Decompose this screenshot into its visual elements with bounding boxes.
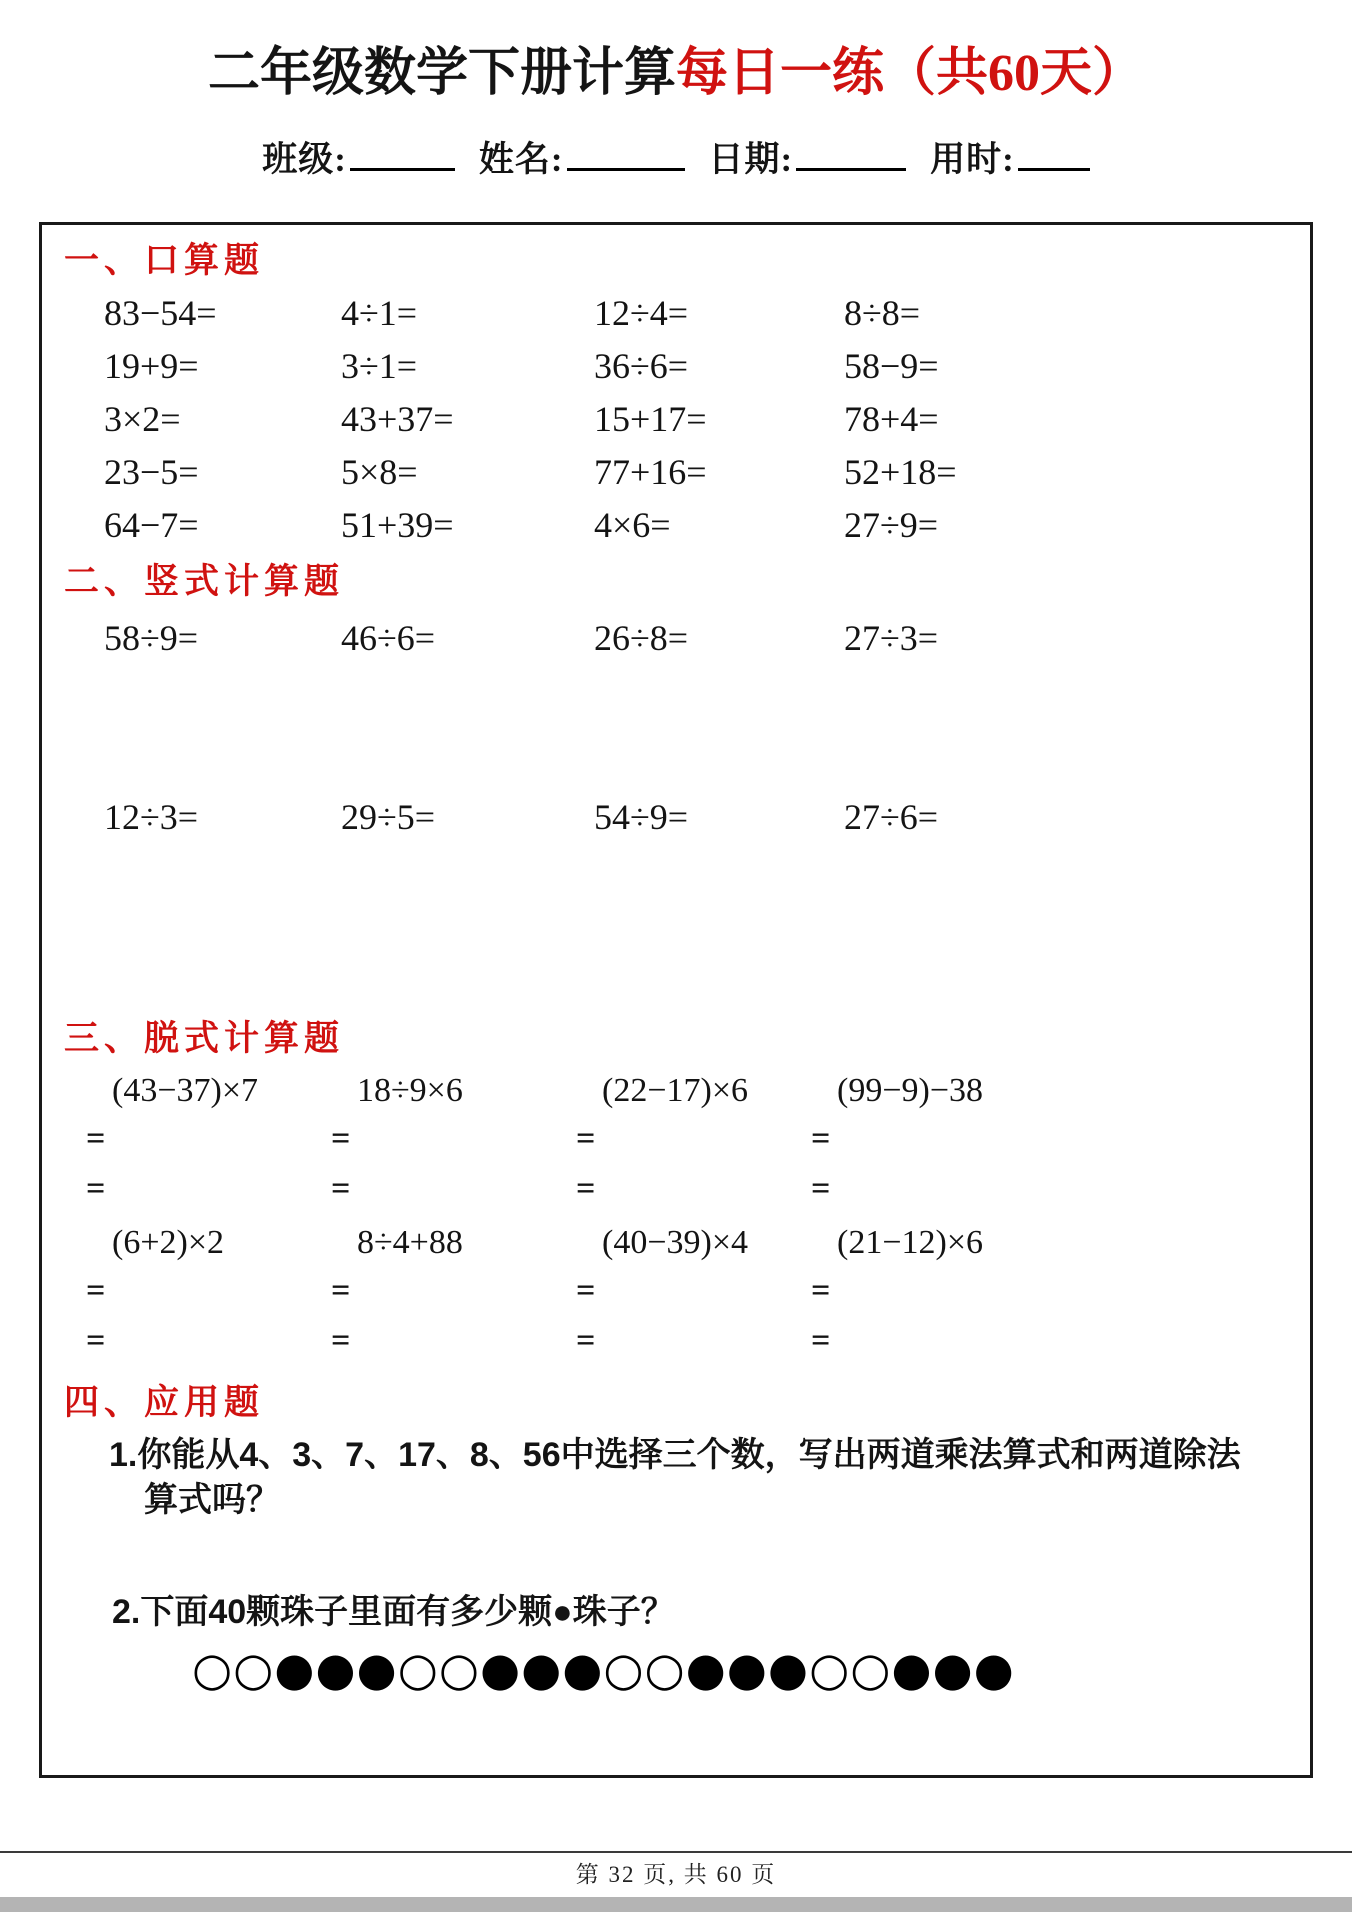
- equals-sign: =: [576, 1271, 596, 1309]
- stepwise-expression: (43−37)×7: [112, 1071, 258, 1109]
- page-title-red: 每日一练（共60天）: [676, 45, 1145, 102]
- stepwise-expression: (6+2)×2: [112, 1223, 224, 1261]
- equals-sign: =: [576, 1321, 596, 1359]
- oral-problem: 83−54=: [104, 292, 217, 333]
- stepwise-expression: (99−9)−38: [837, 1071, 983, 1109]
- page-title: [0, 0, 1352, 104]
- vertical-problem-row: [42, 795, 1310, 839]
- equals-sign: =: [86, 1169, 106, 1207]
- oral-problem: 5×8=: [341, 451, 418, 492]
- oral-problem: 52+18=: [844, 451, 957, 492]
- oral-problem: 77+16=: [594, 451, 707, 492]
- stepwise-expression: 18÷9×6: [357, 1071, 463, 1109]
- page-bottom-edge: [0, 1897, 1352, 1912]
- section-vertical-heading: 二、竖式计算题: [64, 561, 345, 601]
- vertical-problem: 54÷9=: [594, 796, 689, 837]
- section-word-heading: 四、应用题: [64, 1382, 265, 1422]
- stepwise-expression: (40−39)×4: [602, 1223, 748, 1261]
- oral-problem: 27÷9=: [844, 504, 939, 545]
- oral-problem: 58−9=: [844, 345, 939, 386]
- section-stepwise-heading: 三、脱式计算题: [64, 1018, 345, 1058]
- vertical-problem: 27÷3=: [844, 617, 939, 658]
- section-oral-heading: 一、口算题: [64, 240, 265, 280]
- date-label: 日期:: [708, 139, 794, 179]
- vertical-problem: 46÷6=: [341, 617, 436, 658]
- equals-sign: =: [331, 1119, 351, 1157]
- footer-divider: [0, 1851, 1352, 1853]
- stepwise-expression-row: [42, 1071, 1310, 1111]
- vertical-problem: 26÷8=: [594, 617, 689, 658]
- stepwise-expression: (22−17)×6: [602, 1071, 748, 1109]
- oral-problem: 15+17=: [594, 398, 707, 439]
- oral-problem: 23−5=: [104, 451, 199, 492]
- word-problem-1: 1.你能从4、3、7、17、8、56中选择三个数，写出两道乘法算式和两道除法算式吗？: [109, 1435, 1241, 1519]
- bead-row: ○○●●●○○●●●○○●●●○○●●●: [192, 1641, 1015, 1696]
- oral-problem-grid: [42, 287, 1310, 552]
- equals-sign: =: [331, 1321, 351, 1359]
- vertical-problem: 27÷6=: [844, 796, 939, 837]
- stepwise-expression-row: [42, 1223, 1310, 1263]
- stepwise-equals-row: [42, 1321, 1310, 1361]
- oral-problem: 36÷6=: [594, 345, 689, 386]
- equals-sign: =: [811, 1321, 831, 1359]
- word-problem-2: 2.下面40颗珠子里面有多少颗●珠子？: [112, 1592, 675, 1631]
- class-blank-line: [350, 138, 455, 171]
- stepwise-equals-row: [42, 1119, 1310, 1159]
- vertical-problem: 12÷3=: [104, 796, 199, 837]
- oral-problem: 3×2=: [104, 398, 181, 439]
- stepwise-expression: (21−12)×6: [837, 1223, 983, 1261]
- time-blank-line: [1018, 138, 1090, 171]
- vertical-problem-row: [42, 616, 1310, 660]
- oral-problem: 43+37=: [341, 398, 454, 439]
- oral-problem: 78+4=: [844, 398, 939, 439]
- equals-sign: =: [811, 1271, 831, 1309]
- oral-problem: 4÷1=: [341, 292, 418, 333]
- oral-problem: 12÷4=: [594, 292, 689, 333]
- equals-sign: =: [86, 1321, 106, 1359]
- worksheet-box: [39, 222, 1313, 1778]
- equals-sign: =: [331, 1271, 351, 1309]
- class-label: 班级:: [262, 139, 347, 179]
- stepwise-equals-row: [42, 1271, 1310, 1311]
- equals-sign: =: [331, 1169, 351, 1207]
- time-label: 用时:: [930, 139, 1015, 179]
- equals-sign: =: [576, 1169, 596, 1207]
- page-number-footer: 第 32 页, 共 60 页: [575, 1862, 777, 1887]
- equals-sign: =: [811, 1169, 831, 1207]
- equals-sign: =: [811, 1119, 831, 1157]
- equals-sign: =: [86, 1119, 106, 1157]
- student-info-line: [0, 132, 1352, 182]
- oral-problem: 8÷8=: [844, 292, 921, 333]
- equals-sign: =: [86, 1271, 106, 1309]
- stepwise-equals-row: [42, 1169, 1310, 1209]
- oral-problem: 51+39=: [341, 504, 454, 545]
- date-blank-line: [796, 138, 906, 171]
- equals-sign: =: [576, 1119, 596, 1157]
- stepwise-expression: 8÷4+88: [357, 1223, 463, 1261]
- name-blank-line: [567, 138, 685, 171]
- oral-problem: 19+9=: [104, 345, 199, 386]
- vertical-problem: 29÷5=: [341, 796, 436, 837]
- vertical-problem: 58÷9=: [104, 617, 199, 658]
- oral-problem: 3÷1=: [341, 345, 418, 386]
- oral-problem: 64−7=: [104, 504, 199, 545]
- page-title-black: 二年级数学下册计算: [207, 45, 676, 102]
- name-label: 姓名:: [478, 139, 564, 179]
- oral-problem: 4×6=: [594, 504, 671, 545]
